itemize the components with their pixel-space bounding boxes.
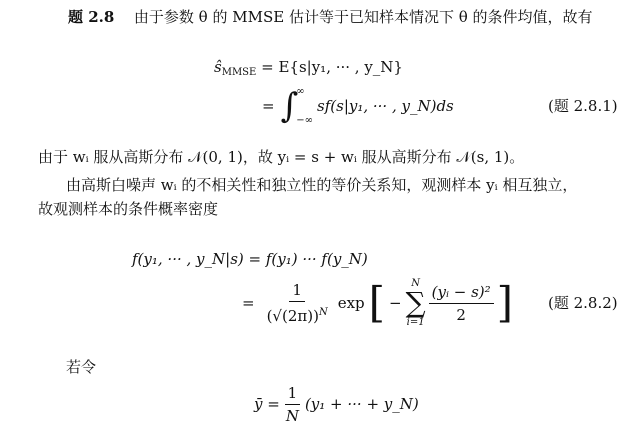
sigma-sign: ∑ [405,286,426,319]
eq2-sum-num: (yᵢ − s)² [429,283,494,304]
paragraph-1: 由于 wᵢ 服从高斯分布 𝒩(0, 1)，故 yᵢ = s + wᵢ 服从高斯分布 𝒩(s, 1)。 [38,148,525,166]
eq3 [254,382,419,426]
paragraph-2-line-1: 由高斯白噪声 wᵢ 的不相关性和独立性的等价关系知，观测样本 yᵢ 相互独立， [66,176,578,194]
paragraph-2-line-2: 故观测样本的条件概率密度 [38,200,219,218]
eq2-sum-fraction [429,283,494,324]
problem-label: 题 2.8 [68,8,115,26]
eq2-minus: − [389,294,402,312]
eq3-lhs: ȳ = [254,395,280,413]
eq1-int-upper: ∞ [296,86,305,97]
integral-sign: ∫ [280,86,299,126]
eq2-sum-lower: i=1 [406,317,425,328]
eq2-line2 [242,276,513,330]
eq2-frac-num: 1 [289,281,305,302]
eq2-tag: (题 2.8.2) [548,294,618,312]
eq2-fraction [264,281,331,325]
right-bracket: ] [496,278,514,327]
eq3-fraction [283,384,302,425]
eq3-frac-den: N [285,406,299,425]
eq3-frac-num: 1 [285,384,301,405]
eq1-line1 [214,58,403,78]
let-text: 若令 [66,358,97,376]
eq1-tag: (题 2.8.1) [548,97,618,115]
eq1-integrand: sf(s|y₁, ··· , y_N)ds [317,97,454,115]
eq1-lhs: ŝ [214,58,222,76]
problem-intro-text: 由于参数 θ 的 MMSE 估计等于已知样本情况下 θ 的条件均值，故有 [133,8,593,26]
eq2-frac-den-sup: N [318,307,328,318]
eq1-line2 [262,84,454,128]
eq2-exp: exp [337,294,365,312]
problem-intro-line [68,6,593,28]
eq1-line1-rhs: = E{s|y₁, ··· , y_N} [261,58,403,76]
eq2-sum-den: 2 [456,305,466,324]
eq2-eq-sign: = [242,294,255,312]
eq1-eq-sign: = [262,97,275,115]
eq1-int-lower: −∞ [296,115,314,126]
eq1-lhs-sub: MMSE [221,67,257,78]
eq2-sum-upper: N [411,278,420,289]
eq2-line1: f(y₁, ··· , y_N|s) = f(y₁) ··· f(y_N) [132,250,368,268]
eq3-rhs: (y₁ + ··· + y_N) [304,395,419,413]
eq1-integral [281,86,313,126]
eq2-frac-den: (√(2π)) [266,307,319,325]
left-bracket: [ [368,278,386,327]
eq2-sum [406,278,426,328]
